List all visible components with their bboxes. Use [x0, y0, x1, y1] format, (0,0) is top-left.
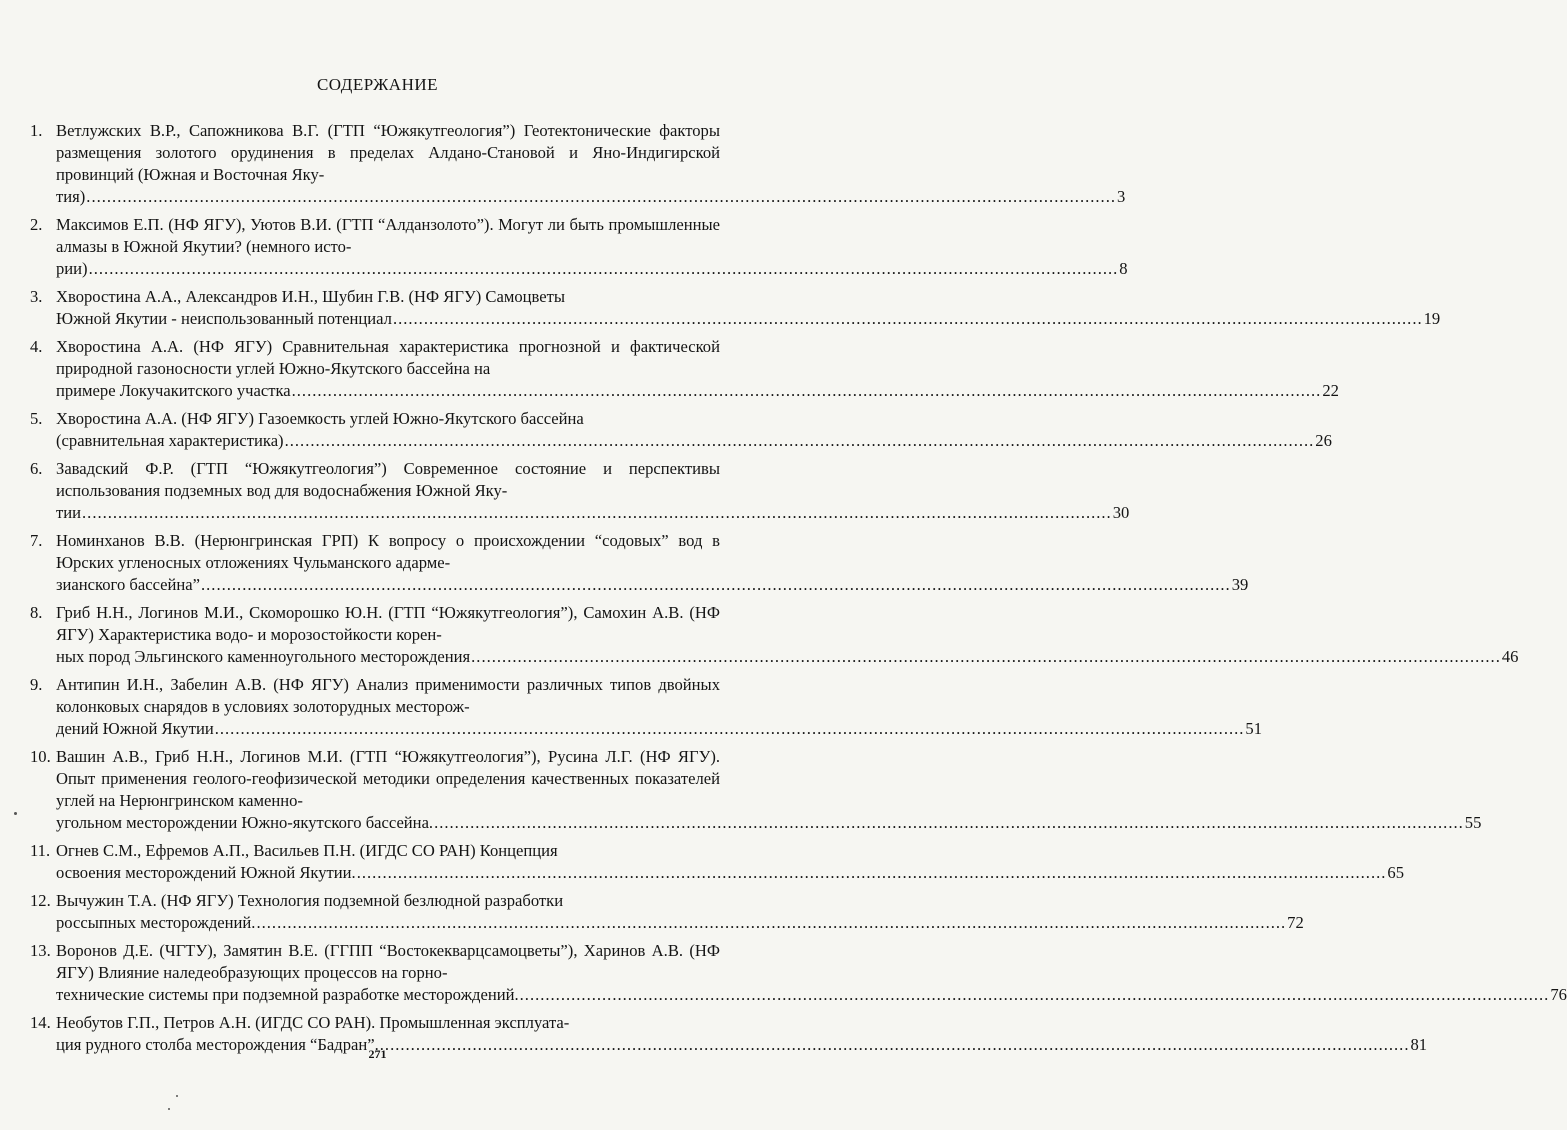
- toc-entry-body: [56, 674, 1263, 740]
- toc-entry-tail: зианского бассейна”: [56, 575, 200, 594]
- scan-speck: [14, 812, 17, 815]
- dot-leader: ........................................................................................................................................................................................................: [82, 503, 1112, 522]
- toc-entry-number: 14.: [30, 1013, 51, 1032]
- toc-entry-body: [56, 530, 1249, 596]
- dot-leader: ........................................................................................................................................................................................................: [379, 1035, 1410, 1054]
- dot-leader: ........................................................................................................................................................................................................: [256, 913, 1287, 932]
- toc-entry-page: 22: [1322, 381, 1339, 400]
- toc-entry-page: 72: [1287, 913, 1304, 932]
- toc-entry-page: 39: [1231, 575, 1249, 594]
- toc-entry-body: [56, 746, 1482, 834]
- toc-entry-number: 2.: [30, 215, 43, 234]
- toc-entry-page: 3: [1116, 187, 1126, 206]
- toc-entry-lastline: [56, 718, 1263, 740]
- dot-leader: ........................................................................................................................................................................................................: [88, 259, 1119, 278]
- toc-entry: [30, 120, 1126, 208]
- toc-entry: [30, 336, 1339, 402]
- toc-entry-page: 76: [1550, 985, 1567, 1004]
- dot-leader: ........................................................................................................................................................................................................: [519, 985, 1550, 1004]
- toc-entry: [30, 602, 1519, 668]
- toc-entry: [30, 890, 1304, 934]
- toc-entry-body: [56, 890, 1304, 934]
- scan-speck: [168, 1108, 170, 1110]
- toc-entry-text: Гриб Н.Н., Логинов М.И., Скоморошко Ю.Н. (ГТП “Южякутгеология”), Самохин А.В. (НФ ЯГУ) Характеристика водо- и морозостойкости корен-: [56, 603, 720, 644]
- toc-entry-tail: (сравнительная характеристика): [56, 431, 284, 450]
- toc-entry-text: Вычужин Т.А. (НФ ЯГУ) Технология подземной безлюдной разработки: [56, 891, 564, 910]
- page-number: 271: [368, 1047, 387, 1061]
- toc-entry-body: [56, 458, 1130, 524]
- toc-entry-number: 5.: [30, 409, 43, 428]
- toc-entry-lastline: [56, 258, 1128, 280]
- toc-entry-text: Вашин А.В., Гриб Н.Н., Логинов М.И. (ГТП “Южякутгеология”), Русина Л.Г. (НФ ЯГУ). Опыт применения геолого-геофизической методики определения качественных показателей углей на Нерюнгринском каменно-: [56, 747, 720, 810]
- toc-entry-body: [56, 940, 1567, 1006]
- toc-entry: [30, 458, 1130, 524]
- toc-entry-body: [56, 286, 1441, 330]
- toc-entry: [30, 940, 1567, 1006]
- toc-entry: [30, 408, 1332, 452]
- toc-entry-tail: тии: [56, 503, 82, 522]
- toc-entry-text: Максимов Е.П. (НФ ЯГУ), Уютов В.И. (ГТП “Алданзолото”). Могут ли быть промышленные алмазы в Южной Якутии? (немного исто-: [56, 215, 720, 256]
- toc-entry-body: [56, 408, 1332, 452]
- toc-entry-text: Хворостина А.А. (НФ ЯГУ) Газоемкость углей Южно-Якутского бассейна: [56, 409, 584, 428]
- toc-entry: [30, 840, 1404, 884]
- toc-entry-page: 51: [1245, 719, 1263, 738]
- toc-entry-lastline: [56, 812, 1482, 834]
- toc-entry-body: [56, 120, 1126, 208]
- table-of-contents: [30, 120, 1567, 1062]
- toc-entry-text: Воронов Д.Е. (ЧГТУ), Замятин В.Е. (ГГПП “Востокекварцсамоцветы”), Харинов А.В. (НФ ЯГУ) Влияние наледеобразующих процессов на горно-: [56, 941, 720, 982]
- toc-entry-lastline: [56, 380, 1339, 402]
- dot-leader: ........................................................................................................................................................................................................: [356, 863, 1387, 882]
- toc-entry-page: 81: [1410, 1035, 1428, 1054]
- toc-entry-lastline: [56, 862, 1404, 884]
- toc-entry-number: 4.: [30, 337, 43, 356]
- toc-entry-tail: тия): [56, 187, 86, 206]
- toc-entry-page: 26: [1315, 431, 1332, 450]
- toc-entry-lastline: [56, 502, 1130, 524]
- toc-entry-tail: ных пород Эльгинского каменноугольного месторождения: [56, 647, 471, 666]
- toc-entry-text: Номинханов В.В. (Нерюнгринская ГРП) К вопросу о происхождении “содовых” вод в Юрских угленосных отложениях Чульманского адарме-: [56, 531, 720, 572]
- toc-entry-text: Антипин И.Н., Забелин А.В. (НФ ЯГУ) Анализ применимости различных типов двойных колонковых снарядов в условиях золоторудных месторож-: [56, 675, 720, 716]
- toc-entry-page: 19: [1423, 309, 1441, 328]
- dot-leader: ........................................................................................................................................................................................................: [214, 719, 1245, 738]
- toc-entry-number: 9.: [30, 675, 43, 694]
- toc-entry-page: 55: [1464, 813, 1482, 832]
- toc-entry-tail: Южной Якутии - неиспользованный потенциал: [56, 309, 392, 328]
- toc-entry-number: 6.: [30, 459, 43, 478]
- toc-entry-text: Завадский Ф.Р. (ГТП “Южякутгеология”) Современное состояние и перспективы использования подземных вод для водоснабжения Южной Яку-: [56, 459, 720, 500]
- toc-entry-tail: примере Локучакитского участка: [56, 381, 291, 400]
- toc-entry-number: 11.: [30, 841, 51, 860]
- toc-entry-body: [56, 214, 1128, 280]
- toc-entry-number: 7.: [30, 531, 43, 550]
- toc-entry-text: Хворостина А.А., Александров И.Н., Шубин Г.В. (НФ ЯГУ) Самоцветы: [56, 287, 566, 306]
- toc-entry-page: 30: [1112, 503, 1130, 522]
- dot-leader: ........................................................................................................................................................................................................: [86, 187, 1116, 206]
- dot-leader: ........................................................................................................................................................................................................: [201, 575, 1231, 594]
- toc-entry-tail: дений Южной Якутии: [56, 719, 214, 738]
- toc-entry-text: Необутов Г.П., Петров А.Н. (ИГДС СО РАН). Промышленная эксплуата-: [56, 1013, 570, 1032]
- dot-leader: ........................................................................................................................................................................................................: [291, 381, 1322, 400]
- toc-entry-text: Хворостина А.А. (НФ ЯГУ) Сравнительная характеристика прогнозной и фактической природной газоносности углей Южно-Якутского бассейна на: [56, 337, 720, 378]
- toc-entry-lastline: [56, 308, 1441, 330]
- toc-entry-number: 10.: [30, 747, 51, 766]
- toc-entry-tail: ция рудного столба месторождения “Бадран”.: [56, 1035, 379, 1054]
- toc-entry-page: 65: [1387, 863, 1404, 882]
- dot-leader: ........................................................................................................................................................................................................: [434, 813, 1464, 832]
- toc-entry-body: [56, 602, 1519, 668]
- toc-entry-text: Огнев С.М., Ефремов А.П., Васильев П.Н. (ИГДС СО РАН) Концепция: [56, 841, 558, 860]
- toc-entry-tail: технические системы при подземной разработке месторождений.: [56, 985, 519, 1004]
- scan-speck: [176, 1095, 178, 1097]
- toc-entry-tail: угольном месторождении Южно-якутского бассейна.: [56, 813, 434, 832]
- toc-entry-tail: освоения месторождений Южной Якутии.: [56, 863, 356, 882]
- toc-entry-tail: россыпных месторождений.: [56, 913, 256, 932]
- toc-entry-body: [56, 336, 1339, 402]
- toc-entry-lastline: [56, 646, 1519, 668]
- toc-entry-lastline: [56, 574, 1249, 596]
- toc-entry-body: [56, 840, 1404, 884]
- toc-entry: [30, 530, 1249, 596]
- toc-entry: [30, 746, 1482, 834]
- toc-entry-number: 8.: [30, 603, 43, 622]
- toc-entry: [30, 674, 1263, 740]
- toc-entry: [30, 214, 1128, 280]
- dot-leader: ........................................................................................................................................................................................................: [471, 647, 1501, 666]
- dot-leader: ........................................................................................................................................................................................................: [392, 309, 1423, 328]
- toc-entry-number: 3.: [30, 287, 43, 306]
- toc-entry-lastline: [56, 430, 1332, 452]
- toc-entry-page: 8: [1119, 259, 1128, 278]
- dot-leader: ........................................................................................................................................................................................................: [284, 431, 1315, 450]
- page-title: СОДЕРЖАНИЕ: [316, 75, 439, 94]
- toc-entry-number: 1.: [30, 121, 43, 140]
- toc-entry-number: 13.: [30, 941, 51, 960]
- toc-entry-lastline: [56, 984, 1567, 1006]
- toc-entry-tail: рии): [56, 259, 88, 278]
- toc-entry-text: Ветлужских В.Р., Сапожникова В.Г. (ГТП “Южякутгеология”) Геотектонические факторы размещения золотого орудинения в пределах Алдано-Становой и Яно-Индигирской провинций (Южная и Восточная Яку-: [56, 121, 720, 184]
- toc-entry-lastline: [56, 912, 1304, 934]
- toc-entry-lastline: [56, 186, 1126, 208]
- toc-entry: [30, 286, 1441, 330]
- toc-entry-page: 46: [1501, 647, 1519, 666]
- toc-entry-number: 12.: [30, 891, 51, 910]
